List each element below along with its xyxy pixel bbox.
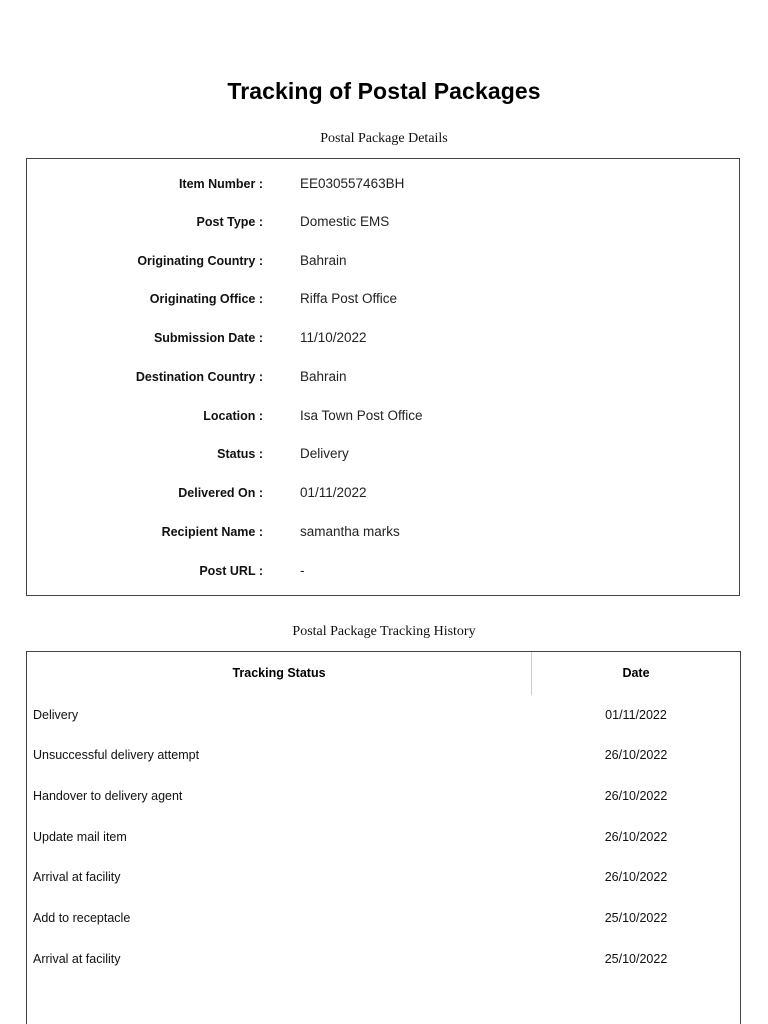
table-row: [27, 908, 740, 928]
date-cell: 26/10/2022: [604, 870, 668, 884]
tracking-status-cell: Arrival at facility: [33, 952, 121, 966]
detail-row-destination-country: [27, 367, 739, 387]
submission-date-value: 11/10/2022: [300, 330, 367, 345]
delivered-on-value: 01/11/2022: [300, 485, 367, 500]
status-value: Delivery: [300, 446, 349, 461]
submission-date-label: Submission Date :: [153, 331, 263, 345]
originating-office-value: Riffa Post Office: [300, 291, 398, 306]
detail-row-status: [27, 444, 739, 464]
table-row: [27, 949, 740, 969]
originating-office-label: Originating Office :: [149, 292, 263, 306]
date-cell: 25/10/2022: [604, 911, 668, 925]
column-header-date: Date: [622, 666, 650, 680]
post-type-label: Post Type :: [196, 215, 263, 229]
item-number-label: Item Number :: [178, 177, 263, 191]
table-row: [27, 827, 740, 847]
recipient-name-label: Recipient Name :: [161, 525, 263, 539]
date-cell: 26/10/2022: [604, 748, 668, 762]
destination-country-label: Destination Country :: [135, 370, 263, 384]
detail-row-post-type: [27, 212, 739, 232]
post-type-value: Domestic EMS: [300, 214, 390, 229]
column-header-tracking-status: Tracking Status: [27, 652, 532, 695]
location-value: Isa Town Post Office: [300, 408, 423, 423]
detail-row-recipient-name: [27, 522, 739, 542]
tracking-history-table: [26, 651, 741, 1024]
date-cell: 26/10/2022: [604, 830, 668, 844]
tracking-status-cell: Arrival at facility: [33, 870, 121, 884]
post-url-value: -: [300, 563, 305, 578]
table-row: [27, 867, 740, 887]
detail-row-submission-date: [27, 328, 739, 348]
detail-row-post-url: [27, 561, 739, 581]
date-cell: 26/10/2022: [604, 789, 668, 803]
date-cell: 01/11/2022: [605, 708, 667, 722]
tracking-status-cell: Handover to delivery agent: [33, 789, 183, 803]
tracking-status-cell: Update mail item: [33, 830, 127, 844]
destination-country-value: Bahrain: [300, 369, 347, 384]
originating-country-label: Originating Country :: [137, 254, 263, 268]
detail-row-originating-country: [27, 251, 739, 271]
table-row: [27, 705, 740, 725]
date-cell: 25/10/2022: [604, 952, 668, 966]
detail-row-delivered-on: [27, 483, 739, 503]
detail-row-originating-office: [27, 289, 739, 309]
item-number-value: EE030557463BH: [300, 176, 405, 191]
details-section-title: Postal Package Details: [320, 131, 448, 146]
detail-row-item-number: [27, 174, 739, 194]
table-row: [27, 786, 740, 806]
recipient-name-value: samantha marks: [300, 524, 400, 539]
location-label: Location :: [203, 409, 263, 423]
table-row: [27, 745, 740, 765]
tracking-status-cell: Unsuccessful delivery attempt: [33, 748, 200, 762]
delivered-on-label: Delivered On :: [178, 486, 263, 500]
history-section-title: Postal Package Tracking History: [292, 624, 476, 639]
tracking-status-cell: Delivery: [33, 708, 79, 722]
package-details-panel: [26, 158, 740, 596]
detail-row-location: [27, 406, 739, 426]
status-label: Status :: [217, 447, 263, 461]
page-title: Tracking of Postal Packages: [227, 78, 541, 104]
post-url-label: Post URL :: [199, 564, 263, 578]
originating-country-value: Bahrain: [300, 253, 347, 268]
table-header: [27, 652, 740, 695]
tracking-status-cell: Add to receptacle: [33, 911, 131, 925]
